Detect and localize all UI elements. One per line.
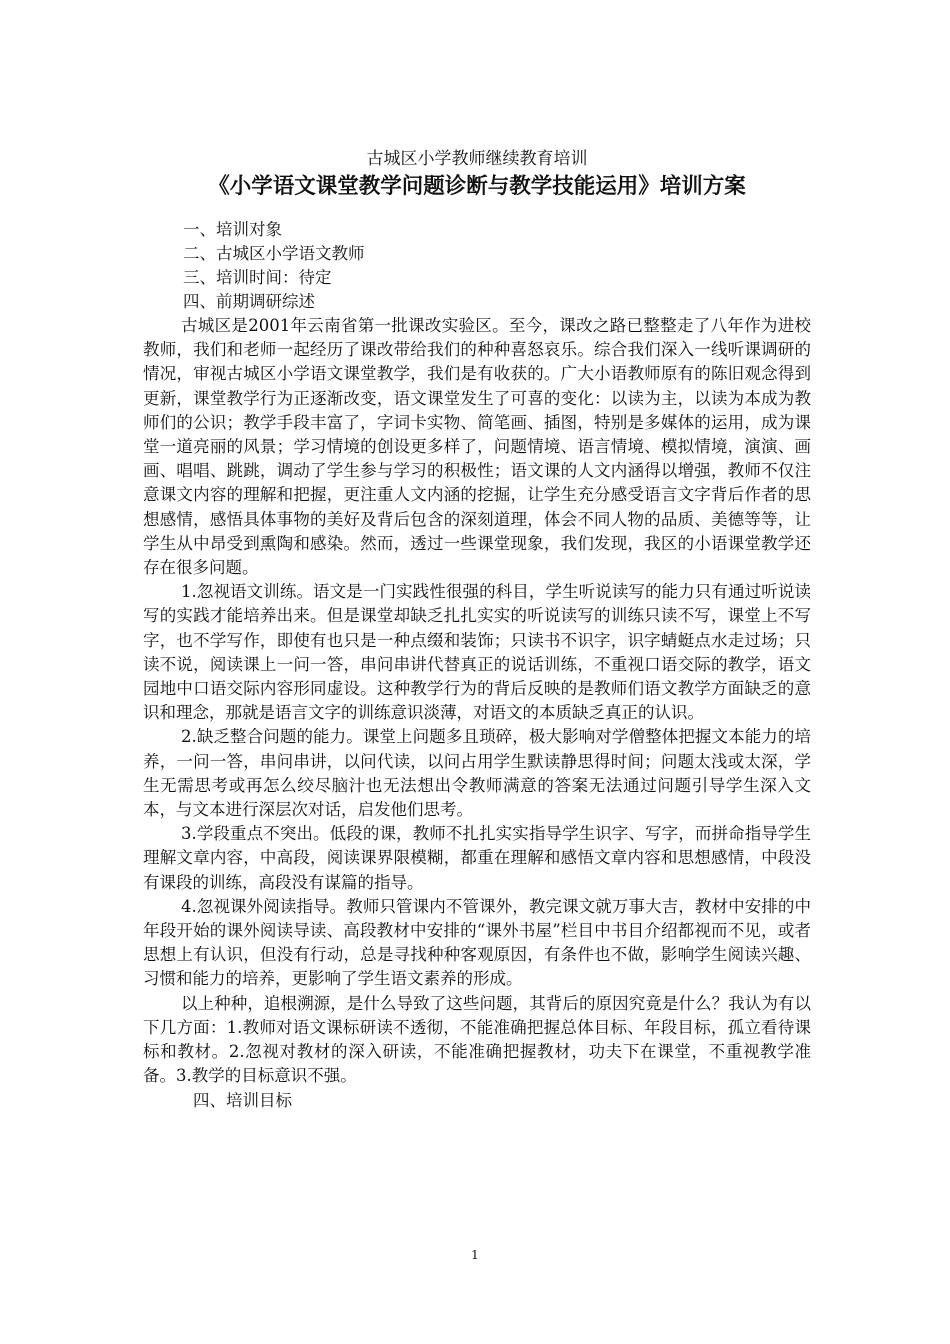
paragraph-problem-3: 3.学段重点不突出。低段的课，教师不扎扎实实指导学生识字、写字，而拼命指导学生理解文章内容，中高段，阅读课界限模糊，都重在理解和感悟文章内容和思想感情，中段没有课段的训练，高段没有谋篇的指导。 <box>143 824 811 892</box>
paragraph-survey: 古城区是2001年云南省第一批课改实验区。至今，课改之路已整整走了八年作为进校教师，我们和老师一起经历了课改带给我们的种种喜怒哀乐。综合我们深入一线听课调研的情况，审视古城区小学语文课堂教学，我们是有收获的。广大小语教师原有的陈旧观念得到更新，课堂教学行为正逐渐改变，语文课堂发生了可喜的变化：以读为主，以读为本成为教师们的公识；教学手段丰富了，字词卡实物、简笔画、插图，特别是多媒体的运用，成为课堂一道亮丽的风景；学习情境的创设更多样了，问题情境、语言情境、模拟情境，演演、画画、唱唱、跳跳，调动了学生参与学习的积极性；语文课的人文内涵得以增强，教师不仅注意课文内容的理解和把握，更注重人文内涵的挖掘，让学生充分感受语言文字背后作者的思想感情，感悟具体事物的美好及背后包含的深刻道理，体会不同人物的品质、美德等等，让学生从中昂受到熏陶和感染。然而，透过一些课堂现象，我们发现，我区的小语课堂教学还存在很多问题。 <box>143 316 811 578</box>
paragraph-problem-2: 2.缺乏整合问题的能力。课堂上问题多且琐碎，极大影响对学僧整体把握文本能力的培养，一问一答，串问串讲，以问代读，以问占用学生默读静思得时间；问题太浅或太深，学生无需思考或再怎么绞尽脑汁也无法想出令教师满意的答案无法通过问题引导学生深入文本，与文本进行深层次对话，启发他们思考。 <box>143 727 811 820</box>
section-heading-training-goals: 四、培训目标 <box>193 1090 292 1110</box>
item-teachers: 二、古城区小学语文教师 <box>183 244 365 263</box>
item-training-time: 三、培训时间：待定 <box>183 268 332 287</box>
document-title: 《小学语文课堂教学问题诊断与教学技能运用》培训方案 <box>208 174 746 199</box>
paragraph-problem-1: 1.忽视语文训练。语文是一门实践性很强的科目，学生听说读写的能力只有通过听说读写的实践才能培养出来。但是课堂却缺乏扎扎实实的听说读写的训练只读不写，课堂上不写字，也不学写作，即使有也只是一种点缀和装饰；只读书不识字，识字蜻蜓点水走过场；只读不说，阅读课上一问一答，串问串讲代替真正的说话训练，不重视口语交际的教学，语文园地中口语交际内容形同虚设。这种教学行为的背后反映的是教师们语文教学方面缺乏的意识和理念，那就是语言文字的训练意识淡薄，对语文的本质缺乏真正的认识。 <box>143 582 811 723</box>
paragraph-problem-4: 4.忽视课外阅读指导。教师只管课内不管课外，教完课文就万事大吉，教材中安排的中年段开始的课外阅读导读、高段教材中安排的“课外书屋”栏目中书目介绍都视而不见，或者思想上有认识，但没有行动，总是寻找种种客观原因，有条件也不做，影响学生阅读兴趣、习惯和能力的培养，更影响了学生语文素养的形成。 <box>143 896 811 989</box>
paragraph-causes: 以上种种，追根溯源，是什么导致了这些问题，其背后的原因究竟是什么？我认为有以下几方面：1.教师对语文课标研读不透彻，不能准确把握总体目标、年段目标，孤立看待课标和教材。2.忽视对教材的深入研读，不能准确把握教材，功夫下在课堂，不重视教学准备。3.教学的目标意识不强。 <box>143 993 811 1086</box>
item-survey-summary: 四、前期调研综述 <box>183 292 315 311</box>
item-training-target: 一、培训对象 <box>183 220 282 239</box>
document-body <box>143 146 811 1113</box>
page-number: 1 <box>471 1248 479 1262</box>
document-subtitle: 古城区小学教师继续教育培训 <box>366 149 588 169</box>
